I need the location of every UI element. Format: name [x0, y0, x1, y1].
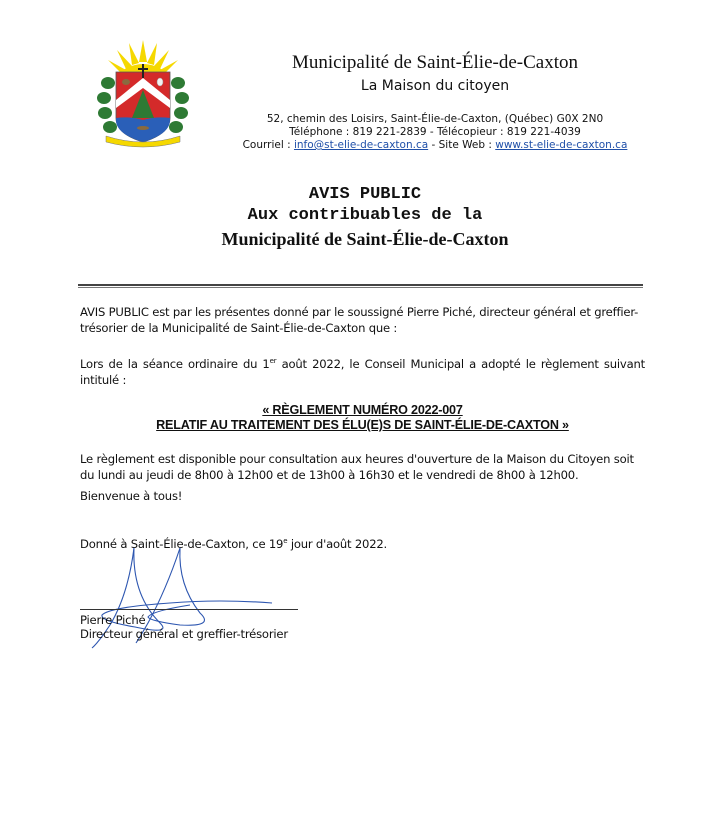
- website-link[interactable]: www.st-elie-de-caxton.ca: [495, 139, 628, 151]
- divider: [78, 284, 643, 286]
- email-link[interactable]: info@st-elie-de-caxton.ca: [293, 139, 429, 151]
- regulation-title: RELATIF AU TRAITEMENT DES ÉLU(E)S DE SAINT-ÉLIE-DE-CAXTON »: [156, 418, 569, 432]
- notice-municipality: Municipalité de Saint-Élie-de-Caxton: [221, 229, 509, 249]
- municipal-crest-logo: [96, 38, 190, 150]
- availability-paragraph: Le règlement est disponible pour consultation aux heures d'ouverture de la Maison du Citoyen soit du lundi au jeudi de 8h00 à 12h00 et de 13h00 à 16h30 et le vendredi de 8h00 à 12h00.: [80, 452, 634, 482]
- session-text-1: Lors de la séance ordinaire du 1: [80, 357, 270, 371]
- signature-line: [80, 609, 298, 610]
- notice-subtitle: Aux contribuables de la: [247, 206, 483, 225]
- web-label: - Site Web :: [428, 139, 496, 151]
- given-text-1: Donné à Saint-Élie-de-Caxton, ce 19: [80, 537, 284, 551]
- signatory-name: Pierre Piché: [80, 613, 146, 627]
- phone-fax: Téléphone : 819 221-2839 - Télécopieur : 819 221-4039: [289, 126, 581, 138]
- session-paragraph: [80, 356, 645, 388]
- intro-paragraph: AVIS PUBLIC est par les présentes donné par le soussigné Pierre Piché, directeur général et greffier-trésorier de la Municipalité de Saint-Élie-de-Caxton que :: [80, 305, 639, 335]
- divider-thin: [78, 287, 643, 288]
- signatory-role: Directeur général et greffier-trésorier: [80, 627, 288, 641]
- email-label: Courriel :: [242, 139, 294, 151]
- municipality-name: Municipalité de Saint-Élie-de-Caxton: [292, 52, 578, 73]
- tagline: La Maison du citoyen: [360, 78, 510, 94]
- contact-line: [240, 139, 630, 152]
- given-ordinal: e: [283, 537, 288, 545]
- welcome-text: Bienvenue à tous!: [80, 489, 183, 503]
- session-text-2: août 2022, le Conseil Municipal a adopté le règlement suivant intitulé :: [80, 357, 645, 387]
- regulation-number: « RÈGLEMENT NUMÉRO 2022-007: [262, 403, 463, 417]
- session-ordinal: er: [269, 357, 277, 365]
- address: 52, chemin des Loisirs, Saint-Élie-de-Caxton, (Québec) G0X 2N0: [266, 113, 604, 125]
- notice-title: AVIS PUBLIC: [308, 185, 422, 204]
- given-text-2: jour d'août 2022.: [287, 537, 388, 551]
